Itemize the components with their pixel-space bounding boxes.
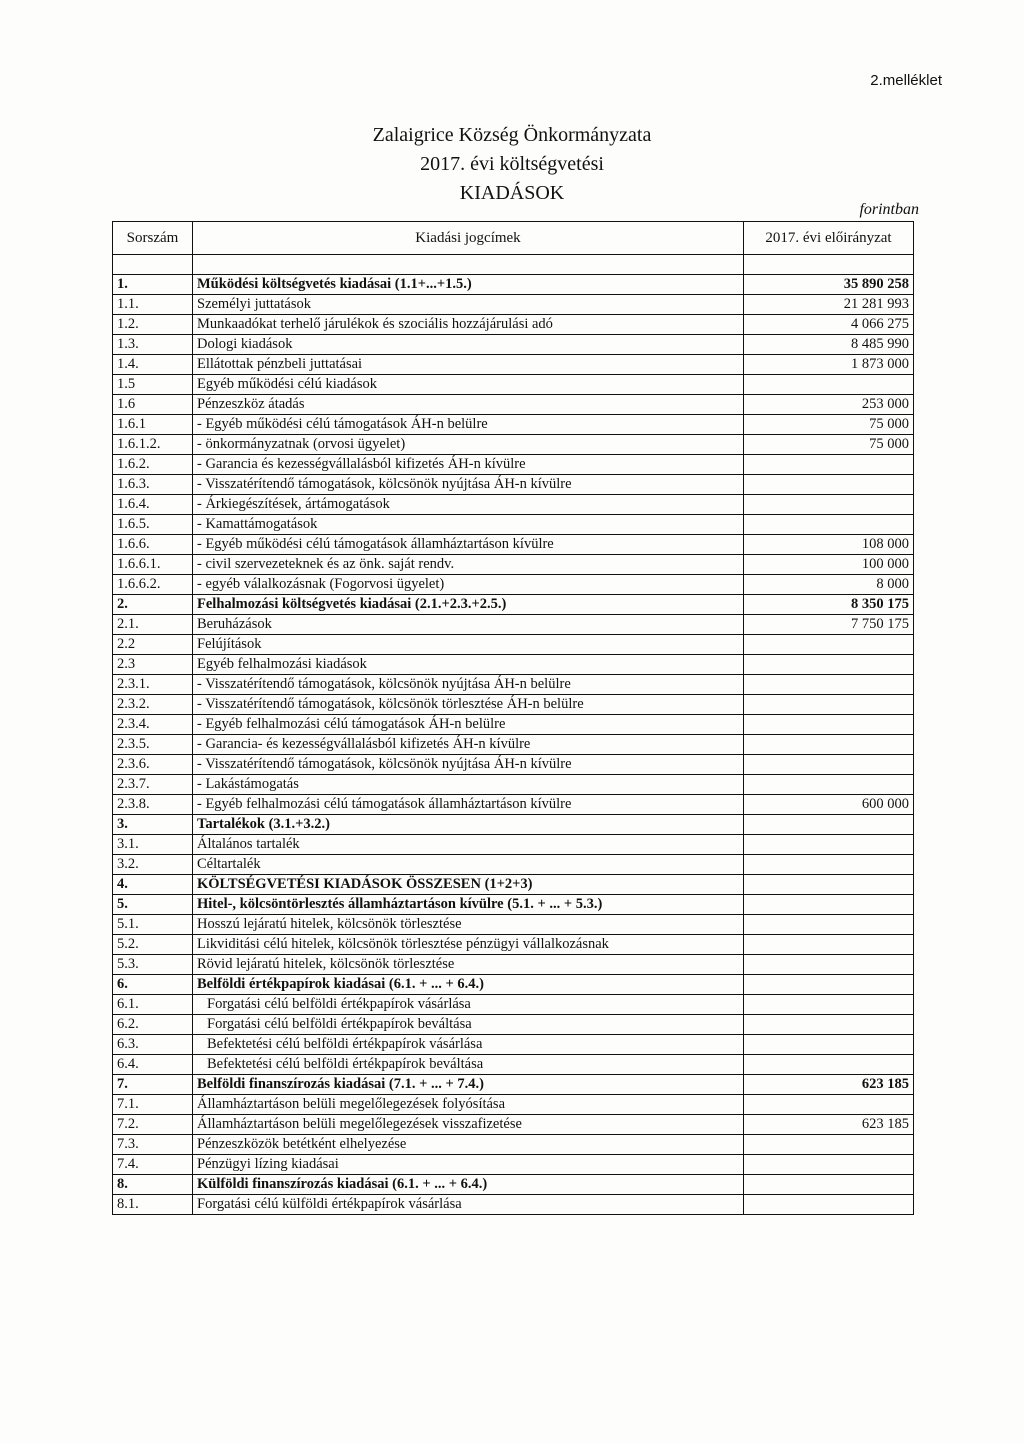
- header-value: 2017. évi előirányzat: [744, 222, 914, 255]
- table-row: [113, 1135, 914, 1155]
- row-label: - Egyéb működési célú támogatások ÁH-n belülre: [193, 415, 744, 435]
- row-label: Befektetési célú belföldi értékpapírok beváltása: [193, 1055, 744, 1075]
- table-row: [113, 915, 914, 935]
- row-value: [744, 975, 914, 995]
- row-value: [744, 935, 914, 955]
- table-row: [113, 375, 914, 395]
- row-value: 75 000: [744, 415, 914, 435]
- row-value: [744, 855, 914, 875]
- row-number: 5.1.: [113, 915, 193, 935]
- row-label: Tartalékok (3.1.+3.2.): [193, 815, 744, 835]
- row-number: 2.3.6.: [113, 755, 193, 775]
- table-row: [113, 1095, 914, 1115]
- row-number: 7.2.: [113, 1115, 193, 1135]
- row-number: 6.: [113, 975, 193, 995]
- table-row: [113, 875, 914, 895]
- row-number: 1.6.1: [113, 415, 193, 435]
- row-label: - Egyéb felhalmozási célú támogatások ÁH-n belülre: [193, 715, 744, 735]
- row-value: [744, 1035, 914, 1055]
- row-label: Működési költségvetés kiadásai (1.1+...+1.5.): [193, 275, 744, 295]
- table-row: [113, 455, 914, 475]
- row-value: 108 000: [744, 535, 914, 555]
- row-value: 623 185: [744, 1115, 914, 1135]
- row-number: 2.3.4.: [113, 715, 193, 735]
- row-label: Pénzeszköz átadás: [193, 395, 744, 415]
- row-label: Egyéb működési célú kiadások: [193, 375, 744, 395]
- row-value: 21 281 993: [744, 295, 914, 315]
- table-row: [113, 555, 914, 575]
- row-value: 8 000: [744, 575, 914, 595]
- row-label: Forgatási célú belföldi értékpapírok beváltása: [193, 1015, 744, 1035]
- table-row: [113, 395, 914, 415]
- row-label: - Kamattámogatások: [193, 515, 744, 535]
- row-number: 4.: [113, 875, 193, 895]
- table-row: [113, 475, 914, 495]
- row-value: [744, 675, 914, 695]
- row-number: 2.3.2.: [113, 695, 193, 715]
- row-number: 2.1.: [113, 615, 193, 635]
- table-row: [113, 615, 914, 635]
- row-number: 5.2.: [113, 935, 193, 955]
- row-value: [744, 1175, 914, 1195]
- row-value: [744, 775, 914, 795]
- row-value: [744, 715, 914, 735]
- row-number: 6.2.: [113, 1015, 193, 1035]
- row-number: 1.2.: [113, 315, 193, 335]
- table-row: [113, 775, 914, 795]
- table-row: [113, 975, 914, 995]
- row-value: [744, 1015, 914, 1035]
- row-label: - Visszatérítendő támogatások, kölcsönök nyújtása ÁH-n belülre: [193, 675, 744, 695]
- row-number: 2.3.8.: [113, 795, 193, 815]
- row-number: 2.3: [113, 655, 193, 675]
- table-row: [113, 995, 914, 1015]
- row-number: 1.6.6.: [113, 535, 193, 555]
- table-row: [113, 595, 914, 615]
- row-label: - Garancia- és kezességvállalásból kifizetés ÁH-n kívülre: [193, 735, 744, 755]
- row-label: Pénzeszközök betétként elhelyezése: [193, 1135, 744, 1155]
- row-label: Személyi juttatások: [193, 295, 744, 315]
- row-label: Felhalmozási költségvetés kiadásai (2.1.+2.3.+2.5.): [193, 595, 744, 615]
- row-value: [744, 955, 914, 975]
- table-row: [113, 795, 914, 815]
- table-row: [113, 295, 914, 315]
- row-label: - Egyéb működési célú támogatások államháztartáson kívülre: [193, 535, 744, 555]
- row-number: 7.3.: [113, 1135, 193, 1155]
- row-number: 1.6.6.1.: [113, 555, 193, 575]
- row-label: Államháztartáson belüli megelőlegezések folyósítása: [193, 1095, 744, 1115]
- row-value: [744, 1195, 914, 1215]
- row-number: 2.3.5.: [113, 735, 193, 755]
- row-number: 8.: [113, 1175, 193, 1195]
- table-row: [113, 275, 914, 295]
- row-label: Likviditási célú hitelek, kölcsönök törlesztése pénzügyi vállalkozásnak: [193, 935, 744, 955]
- row-number: 1.6.5.: [113, 515, 193, 535]
- row-label: - Árkiegészítések, ártámogatások: [193, 495, 744, 515]
- row-label: - civil szervezeteknek és az önk. saját rendv.: [193, 555, 744, 575]
- document-title-section: KIADÁSOK: [459, 182, 565, 204]
- table-row: [113, 855, 914, 875]
- currency-unit: forintban: [859, 201, 919, 218]
- row-value: [744, 835, 914, 855]
- row-value: [744, 695, 914, 715]
- row-value: [744, 455, 914, 475]
- row-number: 1.6.4.: [113, 495, 193, 515]
- row-number: 6.3.: [113, 1035, 193, 1055]
- row-label: Belföldi finanszírozás kiadásai (7.1. + ... + 7.4.): [193, 1075, 744, 1095]
- row-value: [744, 755, 914, 775]
- table-row: [113, 935, 914, 955]
- row-number: 1.3.: [113, 335, 193, 355]
- table-row: [113, 315, 914, 335]
- row-label: Hosszú lejáratú hitelek, kölcsönök törlesztése: [193, 915, 744, 935]
- row-value: 75 000: [744, 435, 914, 455]
- row-number: 1.6.3.: [113, 475, 193, 495]
- row-value: [744, 475, 914, 495]
- table-row: [113, 1015, 914, 1035]
- row-value: [744, 375, 914, 395]
- row-number: 2.3.7.: [113, 775, 193, 795]
- row-label: Céltartalék: [193, 855, 744, 875]
- table-row: [113, 1175, 914, 1195]
- row-label: Dologi kiadások: [193, 335, 744, 355]
- table-row: [113, 335, 914, 355]
- row-value: 35 890 258: [744, 275, 914, 295]
- table-row: [113, 735, 914, 755]
- row-number: 1.6.6.2.: [113, 575, 193, 595]
- row-number: 7.: [113, 1075, 193, 1095]
- row-number: 1.5: [113, 375, 193, 395]
- table-row: [113, 655, 914, 675]
- row-value: 100 000: [744, 555, 914, 575]
- table-row: [113, 1195, 914, 1215]
- row-value: [744, 815, 914, 835]
- spacer-row: [113, 255, 914, 275]
- row-value: [744, 735, 914, 755]
- row-label: Pénzügyi lízing kiadásai: [193, 1155, 744, 1175]
- table-row: [113, 895, 914, 915]
- table-row: [113, 675, 914, 695]
- row-number: 3.: [113, 815, 193, 835]
- table-row: [113, 415, 914, 435]
- row-value: [744, 915, 914, 935]
- row-value: 1 873 000: [744, 355, 914, 375]
- row-number: 5.: [113, 895, 193, 915]
- row-value: [744, 1135, 914, 1155]
- row-label: - Egyéb felhalmozási célú támogatások államháztartáson kívülre: [193, 795, 744, 815]
- row-number: 1.6.2.: [113, 455, 193, 475]
- document-title-municipality: Zalaigrice Község Önkormányzata: [372, 124, 652, 146]
- row-value: [744, 495, 914, 515]
- row-label: Államháztartáson belüli megelőlegezések visszafizetése: [193, 1115, 744, 1135]
- row-label: - Visszatérítendő támogatások, kölcsönök nyújtása ÁH-n kívülre: [193, 475, 744, 495]
- row-number: 1.6.1.2.: [113, 435, 193, 455]
- table-row: [113, 835, 914, 855]
- row-label: - egyéb válalkozásnak (Fogorvosi ügyelet): [193, 575, 744, 595]
- row-number: 2.3.1.: [113, 675, 193, 695]
- table-row: [113, 515, 914, 535]
- table-row: [113, 1055, 914, 1075]
- row-label: Felújítások: [193, 635, 744, 655]
- row-number: 1.1.: [113, 295, 193, 315]
- row-value: 253 000: [744, 395, 914, 415]
- row-number: 7.4.: [113, 1155, 193, 1175]
- header-number: Sorszám: [113, 222, 193, 255]
- table-row: [113, 635, 914, 655]
- row-label: KÖLTSÉGVETÉSI KIADÁSOK ÖSSZESEN (1+2+3): [193, 875, 744, 895]
- row-label: Egyéb felhalmozási kiadások: [193, 655, 744, 675]
- row-value: [744, 875, 914, 895]
- row-label: - Visszatérítendő támogatások, kölcsönök törlesztése ÁH-n belülre: [193, 695, 744, 715]
- row-label: Beruházások: [193, 615, 744, 635]
- row-label: - Garancia és kezességvállalásból kifizetés ÁH-n kívülre: [193, 455, 744, 475]
- row-number: 1.6: [113, 395, 193, 415]
- table-row: [113, 355, 914, 375]
- table-header-row: [113, 222, 914, 255]
- row-label: Külföldi finanszírozás kiadásai (6.1. + ... + 6.4.): [193, 1175, 744, 1195]
- row-label: - Visszatérítendő támogatások, kölcsönök nyújtása ÁH-n kívülre: [193, 755, 744, 775]
- table-row: [113, 695, 914, 715]
- row-number: 8.1.: [113, 1195, 193, 1215]
- row-number: 6.1.: [113, 995, 193, 1015]
- row-label: Hitel-, kölcsöntörlesztés államháztartáson kívülre (5.1. + ... + 5.3.): [193, 895, 744, 915]
- table-row: [113, 495, 914, 515]
- row-label: Rövid lejáratú hitelek, kölcsönök törlesztése: [193, 955, 744, 975]
- header-item: Kiadási jogcímek: [193, 222, 744, 255]
- row-number: 3.1.: [113, 835, 193, 855]
- row-label: Forgatási célú külföldi értékpapírok vásárlása: [193, 1195, 744, 1215]
- table-row: [113, 755, 914, 775]
- row-value: [744, 995, 914, 1015]
- row-number: 3.2.: [113, 855, 193, 875]
- row-value: 600 000: [744, 795, 914, 815]
- row-number: 2.: [113, 595, 193, 615]
- row-number: 2.2: [113, 635, 193, 655]
- table-row: [113, 535, 914, 555]
- row-value: [744, 515, 914, 535]
- row-number: 1.: [113, 275, 193, 295]
- table-row: [113, 1035, 914, 1055]
- row-value: 8 350 175: [744, 595, 914, 615]
- table-row: [113, 575, 914, 595]
- row-value: [744, 1095, 914, 1115]
- row-label: Befektetési célú belföldi értékpapírok vásárlása: [193, 1035, 744, 1055]
- row-label: - Lakástámogatás: [193, 775, 744, 795]
- row-number: 6.4.: [113, 1055, 193, 1075]
- row-number: 1.4.: [113, 355, 193, 375]
- table-row: [113, 815, 914, 835]
- row-value: 7 750 175: [744, 615, 914, 635]
- document-title-year: 2017. évi költségvetési: [420, 153, 604, 175]
- row-label: - önkormányzatnak (orvosi ügyelet): [193, 435, 744, 455]
- table-row: [113, 1155, 914, 1175]
- row-value: [744, 895, 914, 915]
- row-label: Forgatási célú belföldi értékpapírok vásárlása: [193, 995, 744, 1015]
- table-row: [113, 1115, 914, 1135]
- row-value: 4 066 275: [744, 315, 914, 335]
- annex-label: 2.melléklet: [870, 72, 942, 89]
- row-label: Ellátottak pénzbeli juttatásai: [193, 355, 744, 375]
- row-number: 7.1.: [113, 1095, 193, 1115]
- table-row: [113, 1075, 914, 1095]
- table-row: [113, 955, 914, 975]
- table-row: [113, 715, 914, 735]
- row-value: 8 485 990: [744, 335, 914, 355]
- expenditure-table: [112, 221, 914, 1215]
- row-value: [744, 655, 914, 675]
- table-row: [113, 435, 914, 455]
- row-value: [744, 1155, 914, 1175]
- row-label: Általános tartalék: [193, 835, 744, 855]
- row-number: 5.3.: [113, 955, 193, 975]
- row-value: [744, 1055, 914, 1075]
- row-value: 623 185: [744, 1075, 914, 1095]
- row-label: Belföldi értékpapírok kiadásai (6.1. + ... + 6.4.): [193, 975, 744, 995]
- row-label: Munkaadókat terhelő járulékok és szociális hozzájárulási adó: [193, 315, 744, 335]
- row-value: [744, 635, 914, 655]
